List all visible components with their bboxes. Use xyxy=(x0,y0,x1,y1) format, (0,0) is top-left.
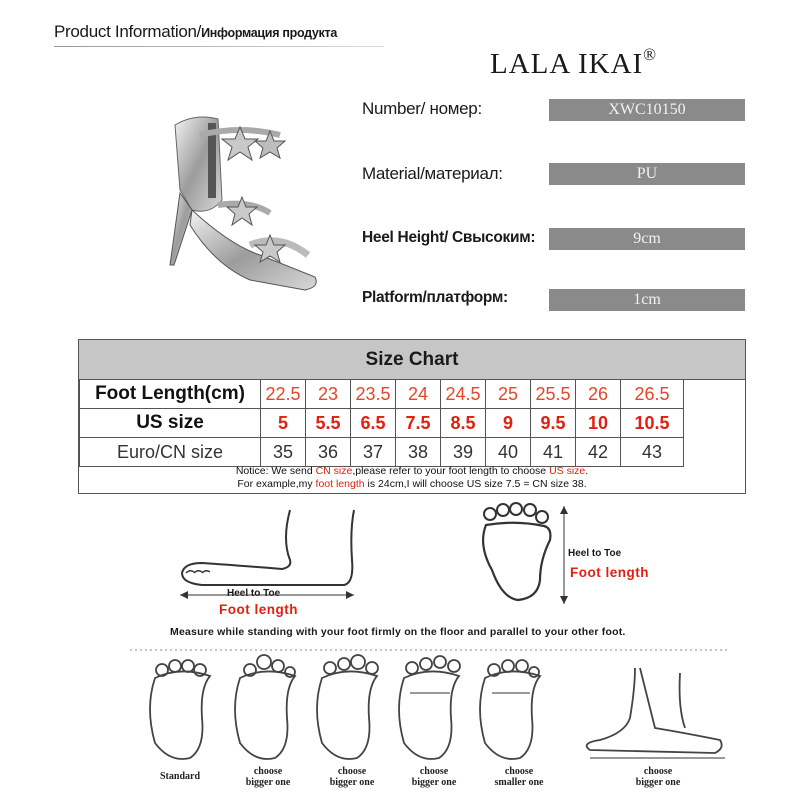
table-cell: 38 xyxy=(396,438,441,467)
table-cell: 26.5 xyxy=(621,380,684,409)
table-row xyxy=(80,380,684,409)
spec-value-platform: 1cm xyxy=(549,289,745,311)
notice-highlight: US size xyxy=(549,465,586,477)
caption-line: choose xyxy=(504,766,534,777)
spec-value-material: PU xyxy=(549,163,745,185)
caption-line: Standard xyxy=(159,771,200,782)
table-cell: 5 xyxy=(261,409,306,438)
table-cell: 23.5 xyxy=(351,380,396,409)
table-cell: 43 xyxy=(621,438,684,467)
table-cell: 22.5 xyxy=(261,380,306,409)
table-cell: 25.5 xyxy=(531,380,576,409)
row-header-euro-cn-size: Euro/CN size xyxy=(80,438,261,467)
spec-label-heel-height: Heel Height/ Cвысоким: xyxy=(362,229,536,246)
notice-text: ,please refer to your foot length to choose xyxy=(352,465,550,477)
table-cell: 6.5 xyxy=(351,409,396,438)
table-cell: 36 xyxy=(306,438,351,467)
caption-line: smaller one xyxy=(494,777,544,788)
notice-line-2 xyxy=(79,478,745,491)
table-row xyxy=(80,438,684,467)
table-cell: 8.5 xyxy=(441,409,486,438)
caption-line: bigger one xyxy=(245,777,291,788)
header-title xyxy=(54,22,337,42)
table-cell: 39 xyxy=(441,438,486,467)
top-heel-to-toe-label: Heel to Toe xyxy=(568,548,622,559)
brand-name: LALA IKAI xyxy=(490,48,644,80)
spec-value-number: XWC10150 xyxy=(549,99,745,121)
foot-type-caption xyxy=(394,766,474,788)
notice-highlight: CN size xyxy=(315,465,353,477)
caption-line: bigger one xyxy=(635,777,681,788)
header-title-en: Product Information/ xyxy=(54,22,202,41)
header-divider xyxy=(54,46,384,47)
foot-type-caption xyxy=(476,766,562,788)
row-header-foot-length: Foot Length(cm) xyxy=(80,380,261,409)
table-cell: 10.5 xyxy=(621,409,684,438)
size-chart-table xyxy=(79,379,684,467)
row-header-us-size: US size xyxy=(80,409,261,438)
caption-line: bigger one xyxy=(329,777,375,788)
caption-line: choose xyxy=(253,766,283,777)
spec-label-material: Material/материал: xyxy=(362,164,503,183)
table-cell: 9 xyxy=(486,409,531,438)
foot-type-caption xyxy=(228,766,308,788)
foot-type-caption xyxy=(312,766,392,788)
table-row xyxy=(80,409,684,438)
table-cell: 7.5 xyxy=(396,409,441,438)
caption-line: choose xyxy=(419,766,449,777)
caption-line: choose xyxy=(643,766,673,777)
table-cell: 25 xyxy=(486,380,531,409)
foot-types-illustration xyxy=(130,648,730,768)
notice-text: . xyxy=(585,465,589,477)
caption-line: bigger one xyxy=(411,777,457,788)
size-notice xyxy=(79,465,745,491)
brand-mark: ® xyxy=(643,45,658,64)
notice-text: Notice: We send xyxy=(235,465,316,477)
table-cell: 42 xyxy=(576,438,621,467)
table-cell: 10 xyxy=(576,409,621,438)
spec-label-platform: Platform/платформ: xyxy=(362,289,508,306)
caption-line: choose xyxy=(337,766,367,777)
notice-line-1 xyxy=(79,465,745,478)
table-cell: 35 xyxy=(261,438,306,467)
table-cell: 26 xyxy=(576,380,621,409)
table-cell: 37 xyxy=(351,438,396,467)
table-cell: 24.5 xyxy=(441,380,486,409)
product-image xyxy=(140,105,340,320)
table-cell: 5.5 xyxy=(306,409,351,438)
table-cell: 24 xyxy=(396,380,441,409)
notice-text: is 24cm,I will choose US size 7.5 = CN size 38. xyxy=(364,478,587,490)
spec-value-heel-height: 9cm xyxy=(549,228,745,250)
header-title-ru: Информация продукта xyxy=(201,26,337,40)
foot-type-caption xyxy=(615,766,701,788)
notice-highlight: foot length xyxy=(315,478,365,490)
brand-logo xyxy=(490,45,658,81)
size-chart-title: Size Chart xyxy=(79,340,745,380)
spec-label-number: Number/ номер: xyxy=(362,99,482,118)
top-foot-length-label: Foot length xyxy=(570,565,649,580)
foot-type-caption xyxy=(140,771,220,782)
table-cell: 9.5 xyxy=(531,409,576,438)
side-foot-length-label: Foot length xyxy=(219,602,298,617)
measure-instruction: Measure while standing with your foot firmly on the floor and parallel to your other foot. xyxy=(170,626,626,638)
table-cell: 41 xyxy=(531,438,576,467)
table-cell: 23 xyxy=(306,380,351,409)
table-cell: 40 xyxy=(486,438,531,467)
side-heel-to-toe-label: Heel to Toe xyxy=(227,588,281,599)
notice-text: For example,my xyxy=(237,478,316,490)
